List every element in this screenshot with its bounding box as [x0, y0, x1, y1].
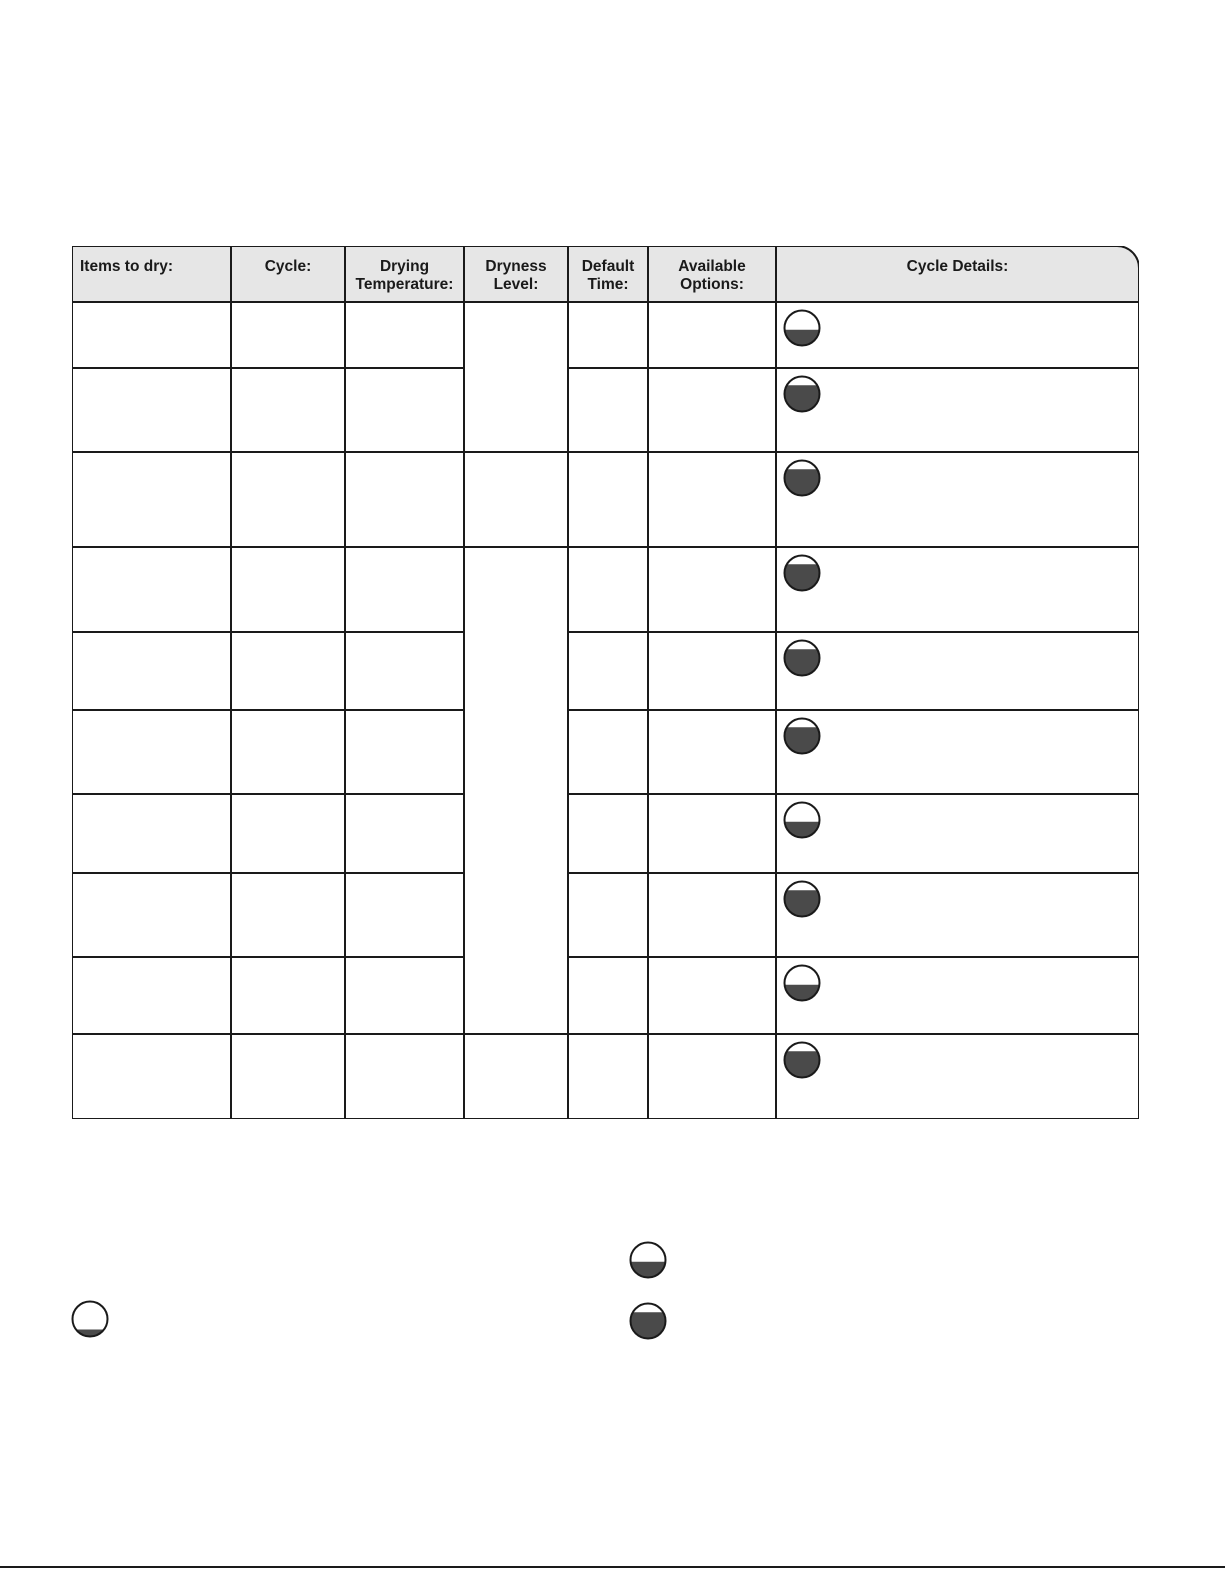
header-drying-temperature: [345, 258, 464, 294]
header-cycle: [231, 258, 345, 276]
icon-fill: [631, 1262, 666, 1278]
icon-fill: [785, 985, 820, 1001]
mostly-filled-circle-icon: [629, 1302, 667, 1340]
half-filled-circle-icon: [783, 309, 821, 347]
mostly-filled-circle-icon: [783, 554, 821, 592]
page-bottom-rule: [0, 1566, 1225, 1568]
header-text-line: Default: [581, 258, 635, 275]
header-items-to-dry: [80, 258, 173, 276]
header-default-time: [568, 258, 648, 294]
header-cycle-details: [776, 258, 1139, 276]
half-filled-circle-icon: [783, 801, 821, 839]
header-text-line: Available: [678, 258, 746, 275]
header-dryness-level: [464, 258, 568, 294]
mostly-filled-circle-icon: [783, 639, 821, 677]
cycle-table: [72, 246, 1139, 1119]
low-filled-circle-icon: [71, 1300, 109, 1338]
header-text-line: Items to dry:: [80, 258, 174, 275]
icon-fill: [785, 330, 820, 346]
half-filled-circle-icon: [629, 1241, 667, 1279]
mostly-filled-circle-icon: [783, 1041, 821, 1079]
table-border: [72, 246, 1139, 1119]
table-grid: [72, 246, 1139, 1119]
header-text-line: Dryness: [485, 258, 547, 275]
header-available-options: [648, 258, 776, 294]
header-text-line: Drying: [379, 258, 430, 275]
mostly-filled-circle-icon: [783, 375, 821, 413]
header-text-line: Cycle:: [264, 258, 312, 275]
icon-fill: [785, 822, 820, 838]
mostly-filled-circle-icon: [783, 717, 821, 755]
header-text-line: Options:: [680, 276, 744, 293]
header-text-line: Cycle Details:: [906, 258, 1009, 275]
half-filled-circle-icon: [783, 964, 821, 1002]
header-text-line: Temperature:: [355, 276, 454, 293]
header-text-line: Level:: [493, 276, 539, 293]
mostly-filled-circle-icon: [783, 459, 821, 497]
header-text-line: Time:: [587, 276, 629, 293]
mostly-filled-circle-icon: [783, 880, 821, 918]
